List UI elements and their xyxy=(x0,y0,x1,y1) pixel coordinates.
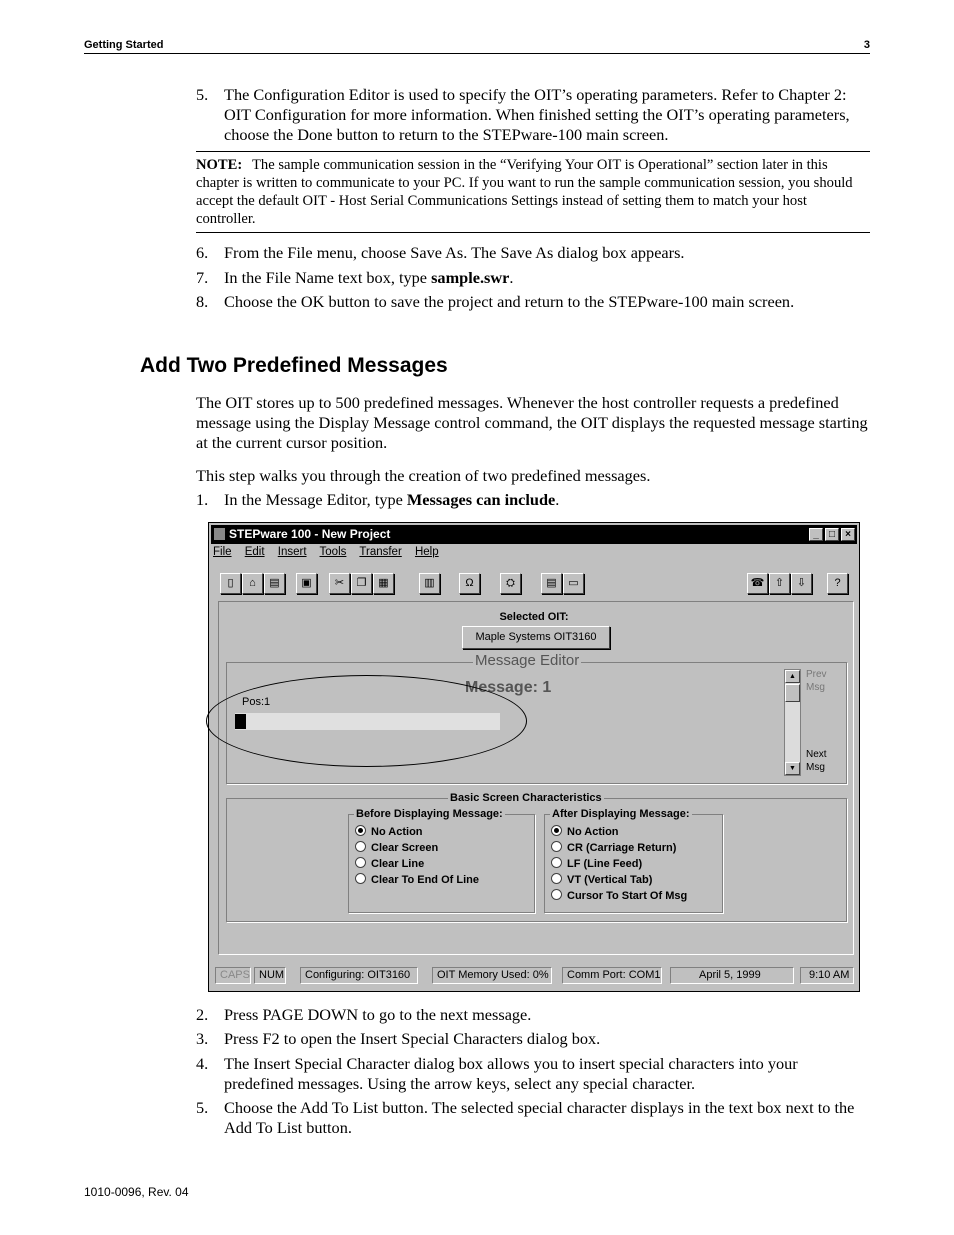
after-lf[interactable]: LF (Line Feed) xyxy=(551,857,642,870)
help-icon[interactable]: ? xyxy=(827,573,848,594)
menu-transfer[interactable]: Transfer xyxy=(359,546,402,558)
radio-icon xyxy=(355,873,366,884)
status-time: 9:10 AM xyxy=(800,967,854,984)
list-item xyxy=(196,1098,870,1138)
list-item xyxy=(196,1005,870,1025)
message-number: Message: 1 xyxy=(465,679,552,696)
selected-oit-button[interactable]: Maple Systems OIT3160 xyxy=(462,626,610,649)
note-text: The sample communication session in the “Verifying Your OIT is Operational” section later in this chapter is written to communicate to your PC. If you want to run the sample communication session, you should accept the default OIT - Host Serial Communications Settings instead of setting them to match your host controller. xyxy=(196,157,853,227)
delete-icon[interactable]: ▥ xyxy=(419,573,440,594)
maximize-button[interactable]: □ xyxy=(825,528,839,541)
item-number: 1. xyxy=(196,490,209,509)
status-bar xyxy=(215,967,853,985)
paste-icon[interactable]: ▦ xyxy=(373,573,394,594)
paragraph: This step walks you through the creation of two predefined messages. xyxy=(196,466,651,485)
status-memory: OIT Memory Used: 0% xyxy=(432,967,552,984)
basic-screen-legend: Basic Screen Characteristics xyxy=(450,792,602,804)
after-legend: After Displaying Message: xyxy=(552,808,690,820)
menu-help[interactable]: Help xyxy=(414,546,439,558)
status-date: April 5, 1999 xyxy=(670,967,794,984)
save-icon[interactable]: ▣ xyxy=(296,573,317,594)
section-heading: Add Two Predefined Messages xyxy=(140,354,448,377)
status-configuring: Configuring: OIT3160 xyxy=(300,967,418,984)
message-list-icon[interactable]: ▤ xyxy=(541,573,562,594)
message-scrollbar[interactable] xyxy=(784,669,801,776)
after-no-action[interactable]: No Action xyxy=(551,825,619,838)
status-caps: CAPS xyxy=(215,967,251,984)
menu-file[interactable]: File xyxy=(213,546,232,558)
list-item xyxy=(196,1029,870,1049)
list-item xyxy=(196,85,870,145)
list-item xyxy=(196,490,870,510)
config-icon[interactable]: ⛭ xyxy=(500,573,521,594)
note-box xyxy=(196,151,870,233)
highlight-ellipse xyxy=(206,675,527,767)
before-no-action[interactable]: No Action xyxy=(355,825,423,838)
special-char-icon[interactable]: Ω xyxy=(459,573,480,594)
selected-oit-label: Selected OIT: xyxy=(499,611,569,623)
page-footer: 1010-0096, Rev. 04 xyxy=(84,1185,189,1199)
open-folder-icon[interactable]: ⌂ xyxy=(242,573,263,594)
list-item xyxy=(196,1054,870,1094)
app-icon xyxy=(214,528,225,540)
radio-icon xyxy=(355,857,366,868)
after-vt[interactable]: VT (Vertical Tab) xyxy=(551,873,652,886)
print-icon[interactable]: ▤ xyxy=(264,573,285,594)
close-button[interactable]: × xyxy=(841,528,855,541)
item-number: 4. xyxy=(196,1054,209,1073)
scroll-up-icon[interactable]: ▲ xyxy=(785,670,800,683)
before-clear-line[interactable]: Clear Line xyxy=(355,857,424,870)
item-text: The Insert Special Character dialog box allows you to insert special characters into your predefined messages. Using the arrow keys, select any special character. xyxy=(224,1054,798,1093)
header-section: Getting Started xyxy=(84,39,164,51)
note-label: NOTE: xyxy=(196,157,243,173)
item-number: 8. xyxy=(196,292,209,311)
status-num: NUM xyxy=(254,967,286,984)
scroll-thumb[interactable] xyxy=(785,684,800,702)
message-editor-legend: Message Editor xyxy=(475,652,580,669)
paragraph: The OIT stores up to 500 predefined messages. Whenever the host controller requests a predefined message using the Display Message control command, the OIT displays the requested message starting at the current cursor position. xyxy=(196,393,868,452)
item-number: 7. xyxy=(196,268,209,287)
header-page-number: 3 xyxy=(863,39,870,51)
phone-icon[interactable]: ☎ xyxy=(747,573,768,594)
menu-bar xyxy=(213,546,855,564)
cursor-position: Pos:1 xyxy=(242,696,271,708)
function-key-icon[interactable]: ▭ xyxy=(563,573,584,594)
radio-icon xyxy=(355,841,366,852)
item-text: In the File Name text box, type sample.swr. xyxy=(224,268,514,287)
menu-insert[interactable]: Insert xyxy=(277,546,307,558)
menu-edit[interactable]: Edit xyxy=(244,546,265,558)
radio-icon xyxy=(551,857,562,868)
new-file-icon[interactable]: ▯ xyxy=(220,573,241,594)
radio-selected-icon xyxy=(355,825,366,836)
list-item xyxy=(196,268,870,288)
menu-tools[interactable]: Tools xyxy=(319,546,347,558)
item-text: Choose the OK button to save the project and return to the STEPware-100 main screen. xyxy=(224,292,795,311)
status-comm-port: Comm Port: COM1 xyxy=(562,967,662,984)
radio-icon xyxy=(551,873,562,884)
download-icon[interactable]: ⇩ xyxy=(791,573,812,594)
cut-icon[interactable]: ✂ xyxy=(329,573,350,594)
item-text: From the File menu, choose Save As. The Save As dialog box appears. xyxy=(224,243,685,262)
list-item xyxy=(196,292,870,312)
item-text: Choose the Add To List button. The selected special character displays in the text box next to the Add To List button. xyxy=(224,1098,855,1137)
after-cr[interactable]: CR (Carriage Return) xyxy=(551,841,676,854)
item-number: 5. xyxy=(196,85,209,104)
toolbar xyxy=(211,567,857,599)
after-cursor-start[interactable]: Cursor To Start Of Msg xyxy=(551,889,687,902)
prev-msg-label: Prev Msg xyxy=(806,669,827,693)
copy-icon[interactable]: ❐ xyxy=(351,573,372,594)
radio-icon xyxy=(551,889,562,900)
before-legend: Before Displaying Message: xyxy=(356,808,503,820)
item-text: In the Message Editor, type Messages can include. xyxy=(224,490,560,509)
item-text: Press PAGE DOWN to go to the next message. xyxy=(224,1005,532,1024)
before-clear-screen[interactable]: Clear Screen xyxy=(355,841,438,854)
basic-screen-group xyxy=(226,792,847,922)
item-number: 3. xyxy=(196,1029,209,1048)
radio-selected-icon xyxy=(551,825,562,836)
window-title: STEPware 100 - New Project xyxy=(229,527,391,541)
next-msg-label: Next Msg xyxy=(806,749,827,773)
before-clear-to-eol[interactable]: Clear To End Of Line xyxy=(355,873,479,886)
item-number: 5. xyxy=(196,1098,209,1117)
item-number: 6. xyxy=(196,243,209,262)
title-bar xyxy=(211,525,857,544)
minimize-button[interactable]: _ xyxy=(809,528,823,541)
radio-icon xyxy=(551,841,562,852)
list-item xyxy=(196,243,870,263)
scroll-down-icon[interactable]: ▼ xyxy=(785,762,800,775)
item-text: Press F2 to open the Insert Special Characters dialog box. xyxy=(224,1029,601,1048)
item-number: 2. xyxy=(196,1005,209,1024)
upload-icon[interactable]: ⇧ xyxy=(769,573,790,594)
item-text: The Configuration Editor is used to specify the OIT’s operating parameters. Refer to Chapter 2: OIT Configuration for more information. When finished setting the OIT’s operating parameters, choose the Done button to return to the STEPware-100 main screen. xyxy=(224,85,850,144)
running-header xyxy=(84,39,870,54)
